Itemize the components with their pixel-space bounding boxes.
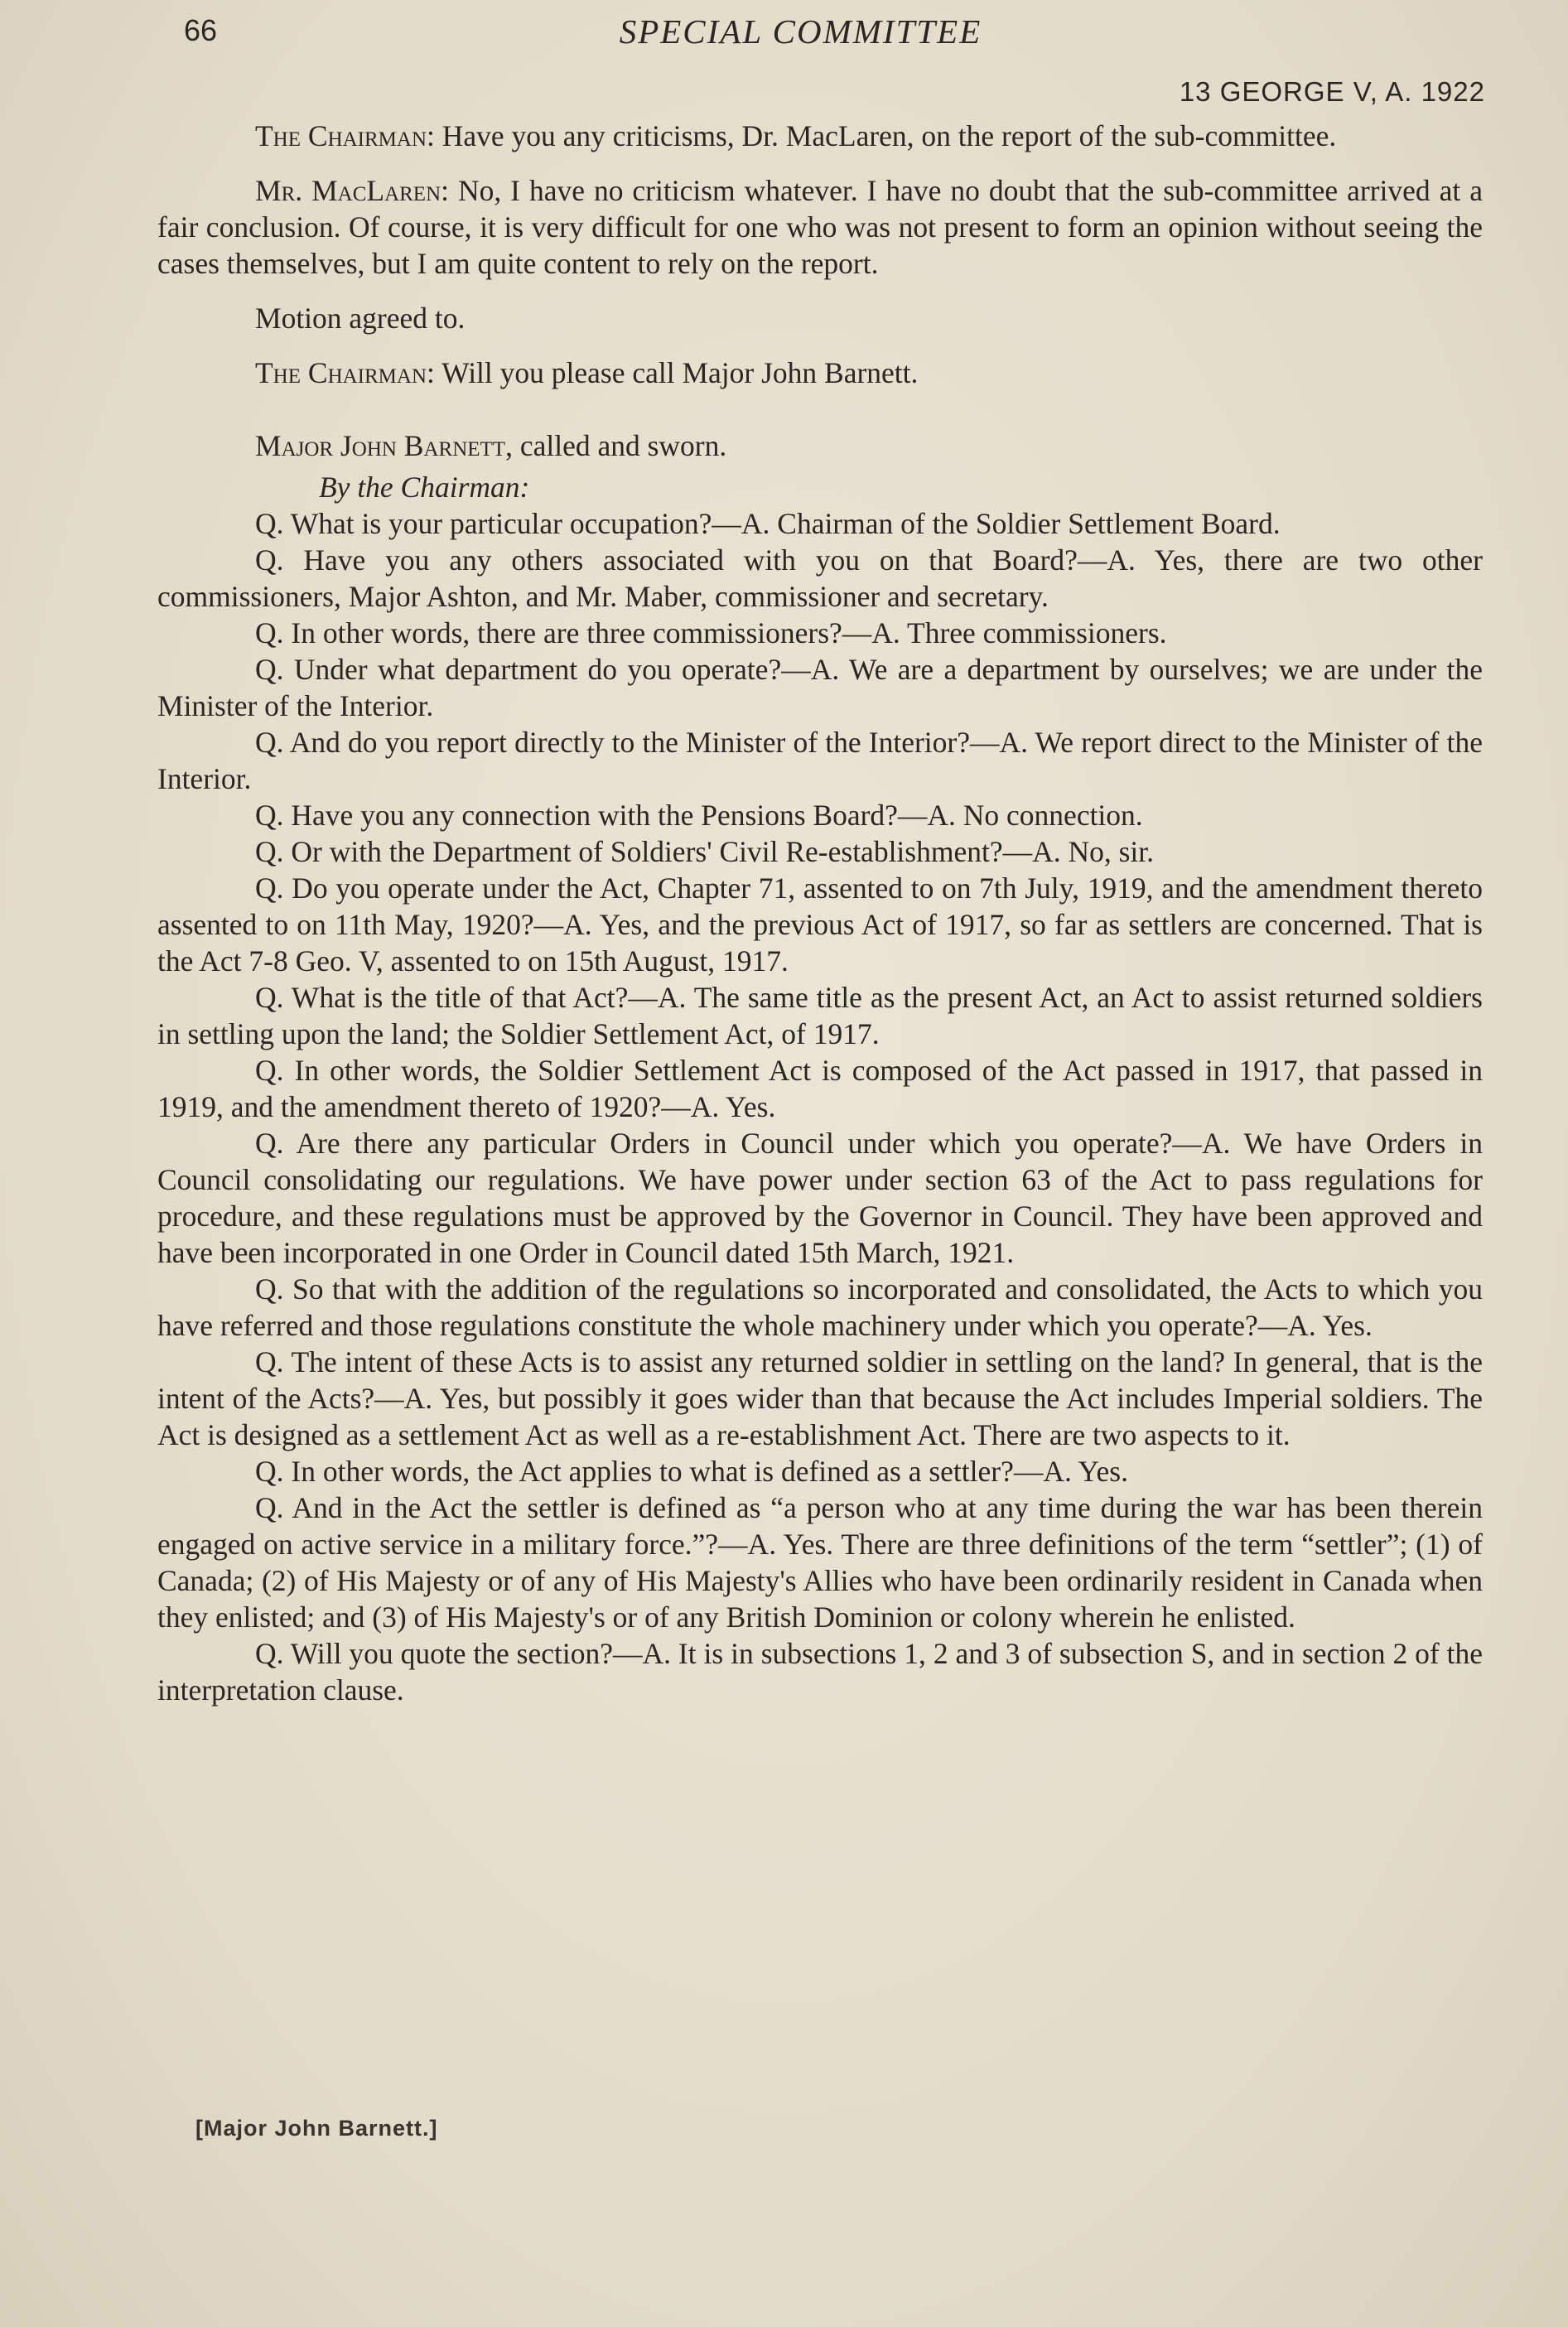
speaker-label: The Chairman: [255, 119, 435, 152]
speaker-label: The Chairman: [255, 356, 435, 389]
qa-paragraph: Q. Or with the Department of Soldiers' Civil Re-establishment?—A. No, sir. [255, 835, 1155, 868]
body-text [157, 118, 1483, 1708]
qa-paragraph: Q. And in the Act the settler is defined as “a person who at any time during the war has been therein engaged on active service in a military force.”?—A. Yes. There are three definitions of the term “settler”; (1) of Canada; (2) of His Majesty or of any of His Majesty's Allies who have been ordinarily resident in Canada when they enlisted; and (3) of His Majesty's or of any British Dominion or colony wherein he enlisted. [157, 1491, 1483, 1634]
paragraph-text: No, I have no criticism whatever. I have no doubt that the sub-committee arrived at a fair conclusion. Of course, it is very difficult for one who was not present to form an opinion without seeing the cases themselves, but I am quite content to rely on the report. [157, 174, 1483, 280]
speaker-label: Mr. MacLaren: [255, 174, 449, 207]
running-head: SPECIAL COMMITTEE [619, 12, 982, 51]
qa-paragraph: Q. In other words, the Soldier Settlement Act is composed of the Act passed in 1917, that passed in 1919, and the amendment thereto of 1920?—A. Yes. [157, 1054, 1483, 1123]
qa-paragraph: Q. And do you report directly to the Minister of the Interior?—A. We report direct to the Minister of the Interior. [157, 726, 1483, 795]
qa-paragraph: Q. Are there any particular Orders in Council under which you operate?—A. We have Orders in Council consolidating our regulations. We have power under section 63 of the Act to pass regulations for procedure, and these regulations must be approved by the Governor in Council. They have been approved and have been incorporated in one Order in Council dated 15th March, 1921. [157, 1127, 1483, 1269]
qa-paragraph: Q. What is your particular occupation?—A. Chairman of the Soldier Settlement Board. [255, 507, 1281, 540]
qa-paragraph: Q. Will you quote the section?—A. It is in subsections 1, 2 and 3 of subsection S, and in section 2 of the interpretation clause. [157, 1637, 1483, 1707]
paragraph-text: Have you any criticisms, Dr. MacLaren, on the report of the sub-committee. [434, 119, 1337, 152]
qa-paragraph: Q. In other words, the Act applies to what is defined as a settler?—A. Yes. [255, 1455, 1128, 1488]
session-label: 13 GEORGE V, A. 1922 [1179, 76, 1485, 107]
qa-paragraph: Q. The intent of these Acts is to assist any returned soldier in settling on the land? In general, that is the intent of the Acts?—A. Yes, but possibly it goes wider than that because the Act includes Imperial soldiers. The Act is designed as a settlement Act as well as a re-establishment Act. There are two aspects to it. [157, 1345, 1483, 1451]
qa-paragraph: Q. Have you any connection with the Pensions Board?—A. No connection. [255, 799, 1143, 832]
paragraph-text: Will you please call Major John Barnett. [434, 356, 919, 389]
qa-paragraph: Q. Do you operate under the Act, Chapter 71, assented to on 7th July, 1919, and the amendment thereto assented to on 11th May, 1920?—A. Yes, and the previous Act of 1917, so far as settlers are concerned. That is the Act 7-8 Geo. V, assented to on 15th August, 1917. [157, 871, 1483, 978]
qa-paragraph: Q. What is the title of that Act?—A. The same title as the present Act, an Act to assist returned soldiers in settling upon the land; the Soldier Settlement Act, of 1917. [157, 981, 1483, 1050]
page-number: 66 [184, 13, 218, 47]
footer-witness-name: [Major John Barnett.] [195, 2116, 438, 2141]
examination-heading: By the Chairman: [319, 471, 530, 504]
qa-paragraph: Q. In other words, there are three commissioners?—A. Three commissioners. [255, 616, 1167, 649]
qa-paragraph: Q. Under what department do you operate?—A. We are a department by ourselves; we are under the Minister of the Interior. [157, 653, 1483, 722]
paragraph [157, 172, 1483, 282]
paragraph-text: Motion agreed to. [255, 302, 466, 335]
qa-paragraph: Q. Have you any others associated with you on that Board?—A. Yes, there are two other commissioners, Major Ashton, and Mr. Maber, commissioner and secretary. [157, 543, 1483, 613]
witness-name: Major John Barnett, [255, 429, 513, 462]
paragraph-text: called and sworn. [512, 429, 727, 462]
paragraph [157, 118, 1483, 154]
qa-paragraph: Q. So that with the addition of the regulations so incorporated and consolidated, the Acts to which you have referred and those regulations constitute the whole machinery under which you operate?—A. Yes. [157, 1272, 1483, 1342]
paragraph [157, 355, 1483, 391]
paragraph [157, 427, 1483, 464]
paragraph [157, 300, 1483, 336]
